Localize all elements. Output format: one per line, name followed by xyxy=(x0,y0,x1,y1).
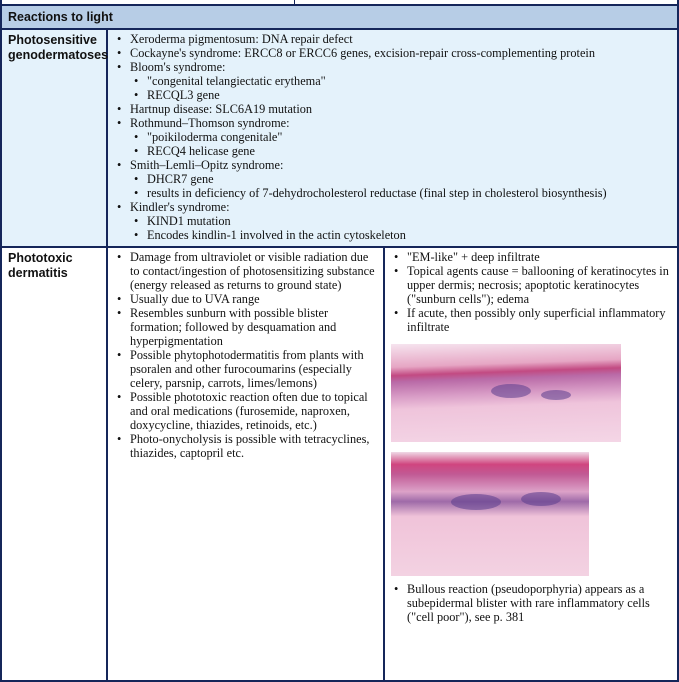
sub-list xyxy=(114,130,671,158)
sub-list xyxy=(114,74,671,102)
list-item: • "poikiloderma congenitale" xyxy=(147,130,671,144)
list-item: • If acute, then possibly only superficial inflammatory infiltrate xyxy=(407,306,671,334)
list-item: • Hartnup disease: SLC6A19 mutation xyxy=(130,102,671,116)
list-item: • Usually due to UVA range xyxy=(130,292,377,306)
bullet-list xyxy=(114,250,377,460)
list-item: • Xeroderma pigmentosum: DNA repair defect xyxy=(130,32,671,46)
row-phototoxic-dermatitis xyxy=(0,248,679,682)
section-header: Reactions to light xyxy=(0,4,679,30)
list-item: • Rothmund–Thomson syndrome: xyxy=(130,116,671,130)
sub-list xyxy=(114,214,671,242)
list-item: • Bloom's syndrome: xyxy=(130,60,671,74)
list-item: • Smith–Lemli–Opitz syndrome: xyxy=(130,158,671,172)
list-item: • "EM-like" + deep infiltrate xyxy=(407,250,671,264)
histology-image-2 xyxy=(391,452,589,576)
sub-list-wrapper xyxy=(114,214,671,242)
list-item: • RECQL3 gene xyxy=(147,88,671,102)
list-item: • results in deficiency of 7-dehydrocholesterol reductase (final step in cholesterol biosynthesis) xyxy=(147,186,671,200)
previous-row-edge xyxy=(0,0,679,4)
row-label: Photosensitive genodermatoses xyxy=(2,30,108,246)
histology-column xyxy=(385,248,677,680)
list-item: • RECQ4 helicase gene xyxy=(147,144,671,158)
list-item: • Kindler's syndrome: xyxy=(130,200,671,214)
list-item: • DHCR7 gene xyxy=(147,172,671,186)
list-item: • Photo-onycholysis is possible with tetracyclines, thiazides, captopril etc. xyxy=(130,432,377,460)
sub-list xyxy=(114,172,671,200)
list-item: • "congenital telangiectatic erythema" xyxy=(147,74,671,88)
list-item: • Topical agents cause = ballooning of keratinocytes in upper dermis; necrosis; apoptotic keratinocytes ("sunburn cells"); edema xyxy=(407,264,671,306)
list-item: • Possible phytophotodermatitis from plants with psoralen and other furocoumarins (especially celery, parsnip, carrots, limes/lemons) xyxy=(130,348,377,390)
list-item: • Cockayne's syndrome: ERCC8 or ERCC6 genes, excision-repair cross-complementing protein xyxy=(130,46,671,60)
clinical-column xyxy=(108,248,385,680)
bullet-list xyxy=(391,250,671,334)
column-divider xyxy=(294,0,295,4)
list-item: • Possible phototoxic reaction often due to topical and oral medications (furosemide, naproxen, doxycycline, thiazides, retinoids, etc.) xyxy=(130,390,377,432)
sub-list-wrapper xyxy=(114,130,671,158)
sub-list-wrapper xyxy=(114,74,671,102)
list-item: • Encodes kindlin-1 involved in the actin cytoskeleton xyxy=(147,228,671,242)
sub-list-wrapper xyxy=(114,172,671,200)
bullet-list xyxy=(114,32,671,242)
row-label: Phototoxic dermatitis xyxy=(2,248,108,680)
list-item: • Damage from ultraviolet or visible radiation due to contact/ingestion of photosensitizing substance (energy released as returns to ground state) xyxy=(130,250,377,292)
row-content xyxy=(108,30,677,246)
list-item: • Bullous reaction (pseudoporphyria) appears as a subepidermal blister with rare inflammatory cells ("cell poor"), see p. 381 xyxy=(407,582,671,624)
row-photosensitive-genodermatoses xyxy=(0,30,679,248)
bullet-list xyxy=(391,582,671,624)
list-item: • KIND1 mutation xyxy=(147,214,671,228)
histology-image-1 xyxy=(391,344,621,442)
list-item: • Resembles sunburn with possible blister formation; followed by desquamation and hyperpigmentation xyxy=(130,306,377,348)
